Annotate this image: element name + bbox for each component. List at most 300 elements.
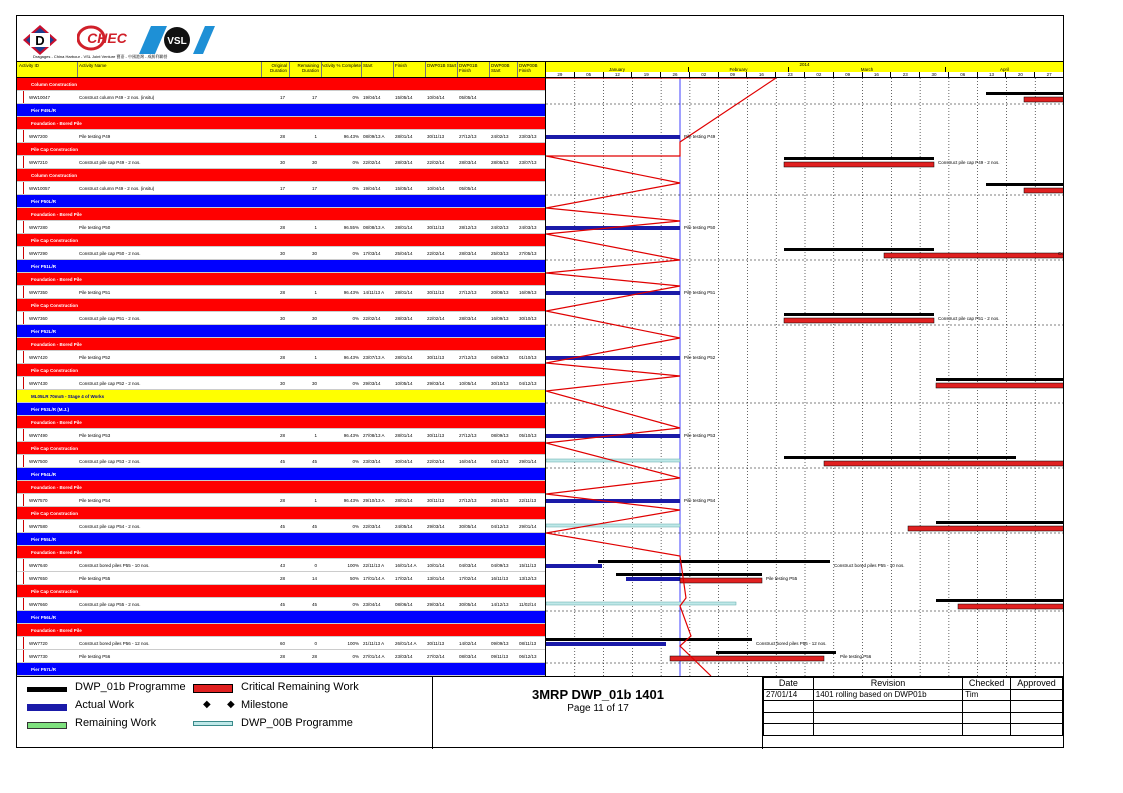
legend-label-remaining: Remaining Work [75,717,157,729]
cell-b0f: 13/12/13 [519,576,537,581]
group-label: Foundation - Bored Pile [31,121,82,126]
cell-b1f: 27/12/13 [459,134,477,139]
cell-b1s: 27/02/14 [427,654,445,659]
group-header-row [17,663,545,676]
cell-pct: 0% [352,654,359,659]
rev-cell [764,701,814,713]
cell-b1f: 28/03/14 [459,160,477,165]
group-label: Foundation - Bored Pile [31,485,82,490]
group-header-row [17,273,545,286]
group-label: Pier P52L/R [31,329,57,334]
group-label: Foundation - Bored Pile [31,212,82,217]
cell-pct: 96.43% [343,498,359,503]
activity-row [17,377,545,390]
gantt-bar-label: Construct pile cap P49 - 2 nos. [938,160,1000,165]
rev-header-approved: Approved [1011,678,1063,690]
cell-od: 28 [279,433,285,438]
cell-start: 17/01/14 A [363,576,385,581]
group-header-row [17,533,545,546]
cell-od: 28 [279,576,285,581]
cell-rd: 0 [314,641,317,646]
group-header-row [17,416,545,429]
black-bar-icon [27,687,67,692]
cell-name: Construct bored piles P56 - 12 nos. [79,641,150,646]
cell-rd: 28 [311,654,317,659]
cell-finish: 28/01/14 [395,290,413,295]
cell-b1f: 28/03/14 [459,251,477,256]
rev-cell: 27/01/14 [764,689,814,701]
cell-b1s: 30/11/13 [427,433,445,438]
cell-name: Pile testing P53 [79,433,111,438]
activity-row [17,221,545,234]
rev-cell [963,712,1011,724]
cell-b1s: 22/02/14 [427,251,445,256]
cell-od: 28 [279,290,285,295]
cell-pct: 0% [352,95,359,100]
cell-finish: 17/02/14 [395,576,413,581]
gantt-bar-label: Co [1058,251,1064,256]
cell-name: Pile testing P54 [79,498,111,503]
cell-b0s: 14/12/13 [491,602,509,607]
cell-pct: 96.43% [343,134,359,139]
cell-start: 22/11/13 A [363,563,385,568]
rev-header-checked: Checked [963,678,1011,690]
cell-od: 45 [279,602,285,607]
cell-rd: 45 [311,459,317,464]
legend-label-critical: Critical Remaining Work [241,681,359,693]
critical-remaining-bar [824,461,1063,466]
cell-b1f: 27/12/13 [459,290,477,295]
vsl-logo [137,24,215,56]
rev-cell [813,701,962,713]
cell-start: 29/03/14 [363,381,381,386]
cell-b1s: 30/11/13 [427,498,445,503]
revision-block [763,677,1063,749]
cell-pct: 100% [347,641,359,646]
cell-finish: 16/01/14 A [395,563,417,568]
cell-b1s: 22/02/14 [427,459,445,464]
cell-rd: 45 [311,602,317,607]
cell-name: Construct pile cap P55 - 2 nos. [79,602,141,607]
col-percent-complete: Activity % Complete [321,63,361,68]
group-header-row [17,208,545,221]
cell-name: Construct bored piles P55 - 10 nos. [79,563,150,568]
cell-finish: 15/05/14 [395,95,413,100]
activity-row [17,286,545,299]
cell-b0s: 25/03/13 [491,251,509,256]
rev-cell [764,712,814,724]
cell-b0s: 04/09/13 [491,563,509,568]
cell-id: WW7570 [29,498,48,503]
cell-b0f: 04/12/13 [519,381,537,386]
activity-row [17,247,545,260]
critical-remaining-bar [908,526,1063,531]
gantt-bar-label: Pile testing P56 [840,654,872,659]
legend [17,677,433,749]
timeline-week: 27 [1034,72,1063,77]
cell-name: Pile testing P51 [79,290,111,295]
cell-b0s: 28/05/13 [491,160,509,165]
group-label: Pile Cap Construction [31,238,79,243]
cell-id: WW7210 [29,160,48,165]
red-bar-icon [193,684,233,693]
timeline-year: 2014 [545,62,1063,67]
timeline-week: 02 [689,72,718,77]
group-label: Foundation - Bored Pile [31,628,82,633]
group-header-row [17,299,545,312]
dwp01b-programme-bar [936,599,1063,602]
cell-b1f: 27/12/13 [459,355,477,360]
activity-row [17,312,545,325]
gantt-bar-label: Pile testing P50 [684,225,716,230]
cell-name: Pile testing P55 [79,576,111,581]
group-header-row [17,117,545,130]
group-label: Pile Cap Construction [31,303,79,308]
group-header-row [17,338,545,351]
cell-pct: 50% [349,576,359,581]
group-header-row [17,143,545,156]
group-header-row [17,481,545,494]
cell-b0s: 16/09/13 [491,316,509,321]
cell-name: Construct pile cap P52 - 2 nos. [79,381,141,386]
cell-finish: 26/01/14 A [395,641,417,646]
cell-b0s: 24/02/13 [491,225,509,230]
cell-finish: 28/01/14 [395,134,413,139]
cell-start: 17/03/14 [363,251,381,256]
group-label: Pier P49L/R [31,108,57,113]
cell-finish: 28/01/14 [395,498,413,503]
cell-b0s: 30/10/13 [491,381,509,386]
cell-rd: 30 [311,251,317,256]
actual-work-bar [546,291,680,295]
gantt-bar-label: Pile testing P55 [766,576,798,581]
cell-finish: 28/03/14 [395,316,413,321]
legend-label-milestone: Milestone [241,699,289,711]
cell-b0f: 23/07/13 [519,160,537,165]
schedule-sheet [16,15,1064,748]
dwp00b-programme-bar [546,602,736,605]
rev-header-date: Date [764,678,814,690]
timeline-week: 23 [890,72,919,77]
activity-row [17,650,545,663]
dwp00b-programme-bar [546,524,680,527]
cell-od: 28 [279,498,285,503]
group-label: Pile Cap Construction [31,511,79,516]
timeline-month: April [945,67,1063,72]
rev-cell [1011,724,1063,736]
cell-b0f: 06/12/13 [519,654,537,659]
cell-finish: 23/03/14 [395,654,413,659]
group-label: Foundation - Bored Pile [31,277,82,282]
gantt-bar-label: Construct bored piles P55 - 10 nos. [834,563,905,568]
cell-od: 45 [279,524,285,529]
cell-b1s: 13/01/14 [427,576,445,581]
cell-b0f: 24/03/13 [519,225,537,230]
cell-b0s: 04/12/13 [491,524,509,529]
cell-b0f: 30/10/13 [519,316,537,321]
gantt-bar-label: Construct pile cap P51 - 2 nos. [938,316,1000,321]
cell-rd: 0 [314,563,317,568]
timeline-week: 29 [545,72,574,77]
cell-b0s: 16/11/13 [491,576,509,581]
group-label: Pier P55L/R [31,537,57,542]
cell-rd: 1 [314,225,317,230]
activity-row [17,559,545,572]
cell-pct: 100% [347,563,359,568]
gantt-chart [545,78,1063,676]
cell-b0s: 09/09/13 [491,641,509,646]
group-header-row [17,624,545,637]
rev-cell [1011,689,1063,701]
timeline-week: 16 [862,72,891,77]
cell-b0f: 01/10/13 [519,355,537,360]
legend-label-dwp01b: DWP_01b Programme [75,681,186,693]
cell-b1s: 10/01/14 [427,563,445,568]
gantt-bar-label: Pile testing P53 [684,433,716,438]
rev-cell: Tim [963,689,1011,701]
col-activity-name: Activity Name [79,63,107,68]
activity-row [17,156,545,169]
dwp01b-programme-bar [986,92,1063,95]
revision-table [763,677,1063,736]
timeline-week: 02 [804,72,833,77]
group-header-row [17,403,545,416]
cell-name: Construct pile cap P53 - 2 nos. [79,459,141,464]
legend-label-actual: Actual Work [75,699,135,711]
rev-cell [813,724,962,736]
cell-rd: 1 [314,433,317,438]
cell-pct: 0% [352,459,359,464]
dwp01b-programme-bar [936,378,1063,381]
document-title: 3MRP DWP_01b 1401 [532,687,664,702]
cell-id: WW7490 [29,433,48,438]
group-header-row [17,442,545,455]
col-dwp00b-finish: DWP00B Finish [519,63,538,73]
cell-rd: 1 [314,134,317,139]
cell-pct: 0% [352,524,359,529]
cell-b0s: 26/10/13 [491,498,509,503]
cell-start: 19/04/14 [363,186,381,191]
activity-row [17,130,545,143]
group-label: Pier P57L/R [31,667,57,672]
cell-od: 30 [279,251,285,256]
timeline-week: 26 [660,72,689,77]
critical-remaining-bar [884,253,1063,258]
cell-pct: 0% [352,186,359,191]
group-header-row [17,78,545,91]
diamond-icon: ◆ [227,699,235,710]
col-original-duration: Original Duration [269,63,287,73]
critical-remaining-bar [1024,188,1063,193]
cell-b0f: 16/09/13 [519,290,537,295]
green-bar-icon [27,722,67,729]
cell-od: 30 [279,316,285,321]
cell-finish: 10/05/14 [395,381,413,386]
footer [17,676,1063,748]
cell-pct: 96.43% [343,355,359,360]
group-label: Pier P56L/R [31,615,57,620]
col-dwp01b-start: DWP01B Start [427,63,457,68]
timeline-week: 23 [775,72,804,77]
cell-b1f: 14/02/14 [459,641,477,646]
cell-b0f: 11/02/14 [519,602,537,607]
cell-name: Construct pile cap P50 - 2 nos. [79,251,141,256]
group-label: Pile Cap Construction [31,446,79,451]
cell-pct: 96.43% [343,290,359,295]
cell-b1f: 28/12/13 [459,225,477,230]
col-dwp00b-start: DWP00B Start [491,63,510,73]
activity-table [17,78,545,676]
cell-b0s: 04/09/13 [491,355,509,360]
cell-finish: 28/03/14 [395,160,413,165]
cell-rd: 45 [311,524,317,529]
cell-b1f: 05/05/14 [459,186,477,191]
group-label: ML05LR 70mx5 - Stage 4 of Works [31,394,105,399]
cell-b1s: 29/03/14 [427,524,445,529]
rev-cell [1011,701,1063,713]
cell-b0s: 08/09/13 [491,433,509,438]
group-header-row [17,104,545,117]
group-header-row [17,507,545,520]
cell-rd: 30 [311,381,317,386]
cyan-outline-bar-icon [193,721,233,726]
cell-id: WW7500 [29,459,48,464]
cell-od: 45 [279,459,285,464]
blue-bar-icon [27,704,67,711]
cell-b1f: 08/03/14 [459,654,477,659]
jv-caption: Dragages - China Harbour - VSL Joint Venture 寶嘉 - 中國港灣 - 威勝利聯營 [33,54,168,59]
cell-id: WW7660 [29,602,48,607]
cell-name: Pile testing P56 [79,654,111,659]
diamond-icon: ◆ [203,699,211,710]
cell-id: WW7650 [29,576,48,581]
cell-id: WW7290 [29,251,48,256]
group-label: Foundation - Bored Pile [31,550,82,555]
group-header-row [17,390,545,403]
cell-pct: 0% [352,381,359,386]
rev-cell [1011,712,1063,724]
cell-pct: 96.55% [343,225,359,230]
cell-b1s: 30/11/13 [427,225,445,230]
dwp01b-programme-bar [716,651,836,654]
cell-name: Construct pile cap P49 - 2 nos. [79,160,141,165]
cell-pct: 0% [352,251,359,256]
activity-row [17,351,545,364]
cell-name: Construct pile cap P51 - 2 nos. [79,316,141,321]
cell-b1f: 17/02/14 [459,576,477,581]
activity-row [17,637,545,650]
group-header-row [17,260,545,273]
dwp01b-programme-bar [936,521,1063,524]
timeline-week: 13 [977,72,1006,77]
cell-start: 23/07/13 A [363,355,385,360]
gantt-bar-label: Pile testing P52 [684,355,716,360]
group-header-row [17,611,545,624]
cell-b0s: 04/12/13 [491,459,509,464]
cell-b1f: 28/03/14 [459,316,477,321]
cell-start: 22/03/14 [363,524,381,529]
rev-cell [813,712,962,724]
actual-work-bar [546,564,602,568]
activity-row [17,455,545,468]
chec-logo [77,24,129,52]
cell-name: Construct column P49 - 2 nos. (insitu) [79,186,155,191]
cell-rd: 17 [311,186,317,191]
cell-rd: 30 [311,316,317,321]
critical-remaining-bar [1024,97,1063,102]
activity-row [17,494,545,507]
group-label: Pile Cap Construction [31,368,79,373]
cell-b1f: 05/05/14 [459,95,477,100]
cell-id: WW7420 [29,355,48,360]
svg-text:VSL: VSL [167,36,187,47]
timeline-week: 19 [631,72,660,77]
rev-header-revision: Revision [813,678,962,690]
actual-work-bar [546,135,680,139]
dwp01b-programme-bar [784,456,1016,459]
cell-od: 43 [279,563,285,568]
activity-row [17,429,545,442]
cell-rd: 14 [311,576,317,581]
cell-b0f: 05/10/13 [519,433,537,438]
cell-pct: 0% [352,160,359,165]
cell-od: 17 [279,186,285,191]
cell-b0f: 29/01/14 [519,524,537,529]
cell-start: 19/04/14 [363,95,381,100]
critical-remaining-bar [784,162,934,167]
cell-b1f: 10/05/14 [459,381,477,386]
cell-start: 29/10/13 A [363,498,385,503]
group-label: Pier P50L/R [31,199,57,204]
cell-finish: 28/01/14 [395,355,413,360]
cell-finish: 28/01/14 [395,225,413,230]
dwp01b-programme-bar [986,183,1063,186]
dwp01b-programme-bar [784,313,934,316]
cell-b0f: 23/03/13 [519,134,537,139]
dwp01b-programme-bar [784,157,934,160]
cell-b1s: 30/11/13 [427,641,445,646]
cell-b1s: 10/04/14 [427,186,445,191]
group-label: Column Construction [31,173,77,178]
cell-finish: 08/06/14 [395,602,413,607]
group-header-row [17,169,545,182]
activity-row [17,91,545,104]
cell-b0f: 22/11/13 [519,498,537,503]
cell-b1s: 10/04/14 [427,95,445,100]
group-header-row [17,195,545,208]
timeline-header [545,62,1063,77]
group-header-row [17,468,545,481]
gantt-bar-label: Pile testing P54 [684,498,716,503]
title-block [433,677,763,749]
dwp01b-programme-bar [616,573,762,576]
group-header-row [17,585,545,598]
cell-start: 08/08/13 A [363,225,385,230]
timeline-week: 05 [574,72,603,77]
cell-name: Pile testing P52 [79,355,111,360]
cell-b0f: 08/11/13 [519,641,537,646]
rev-cell [963,701,1011,713]
cell-rd: 1 [314,290,317,295]
group-header-row [17,234,545,247]
cell-id: WW7280 [29,225,48,230]
cell-od: 60 [279,641,285,646]
progress-line [546,78,776,676]
cell-rd: 17 [311,95,317,100]
cell-finish: 25/04/14 [395,251,413,256]
cell-start: 08/09/13 A [363,134,385,139]
cell-b1f: 30/05/14 [459,602,477,607]
